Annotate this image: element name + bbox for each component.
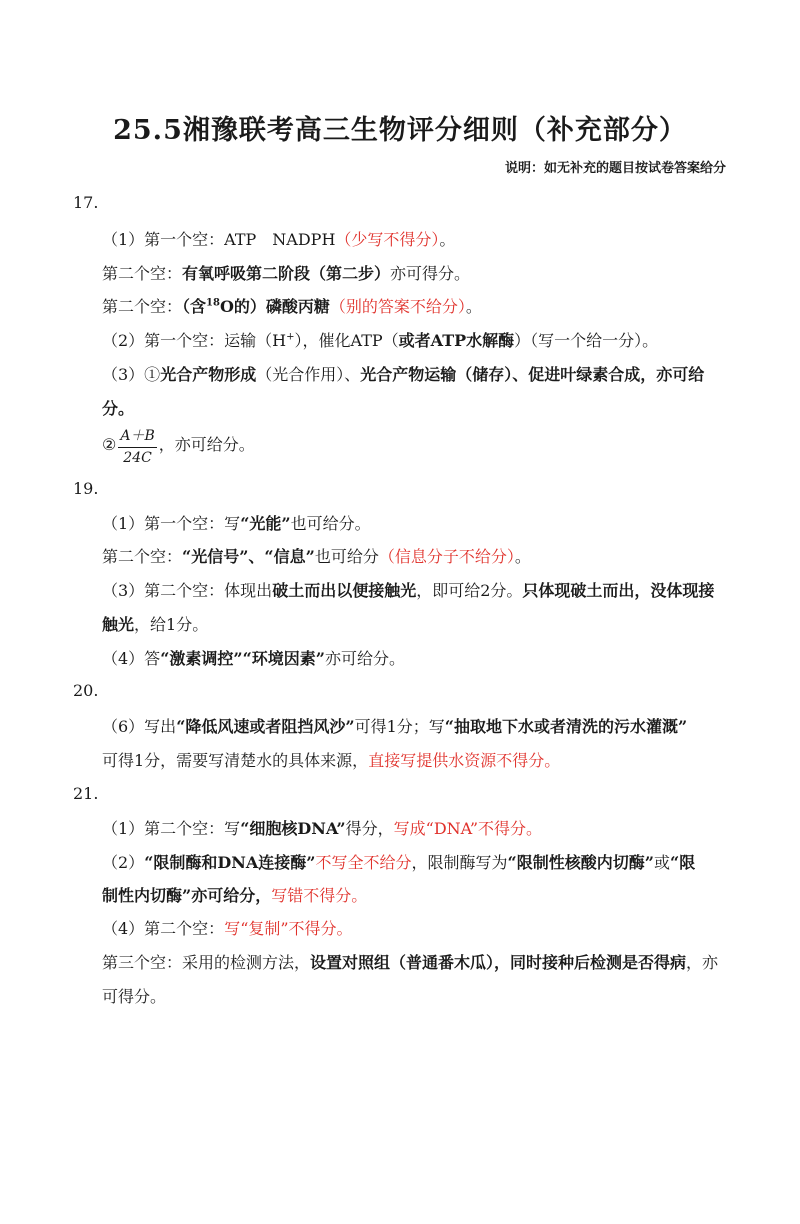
q21-line-4: （4）第二个空：写“复制”不得分。 <box>102 919 353 938</box>
q19-line-2: 第二个空：“光信号”、“信息”也可给分（信息分子不给分）。 <box>102 547 531 566</box>
q17-line-6: 分。 <box>102 399 135 418</box>
q17-line-5: （3）①光合产物形成（光合作用）、光合产物运输（储存）、促进叶绿素合成，亦可给 <box>102 365 705 384</box>
q17-line-3: 第二个空：（含$^{18}$O的）磷酸丙糖（别的答案不给分）。 <box>102 297 482 316</box>
q21-line-1: （1）第二个空：写“细胞核DNA”得分，写成“DNA”不得分。 <box>102 819 543 838</box>
q19-line-5: （4）答“激素调控”“环境因素”亦可给分。 <box>102 649 406 668</box>
q20-line-1: （6）写出“降低风速或者阻挡风沙”可得1分；写“抽取地下水或者清洗的污水灌溉” <box>102 717 688 736</box>
q19-line-3: （3）第二个空：体现出破土而出以便接触光，即可给2分。只体现破土而出，没体现接 <box>102 581 715 600</box>
question-19-number: 19. <box>73 479 99 498</box>
q17-line-1: （1）第一个空：ATP NADPH（少写不得分）。 <box>102 230 456 249</box>
page-title: 25.5湘豫联考高三生物评分细则（补充部分） <box>113 115 687 146</box>
q21-line-2: （2）“限制酶和DNA连接酶”不写全不给分，限制酶写为“限制性核酸内切酶”或“限 <box>102 853 696 872</box>
q21-line-6: 可得分。 <box>102 987 167 1006</box>
question-21-number: 21. <box>73 784 99 803</box>
fraction: $\frac{A+B}{24C}$ <box>118 425 156 466</box>
q17-line-2: 第二个空：有氧呼吸第二阶段（第二步）亦可得分。 <box>102 264 471 283</box>
scoring-note: 说明：如无补充的题目按试卷答案给分 <box>504 161 726 176</box>
q17-line-7: ② $\frac{A+B}{24C}$ ，亦可给分。 <box>102 425 255 466</box>
q21-line-3: 制性内切酶”亦可给分，写错不得分。 <box>102 886 368 905</box>
question-20-number: 20. <box>73 681 99 700</box>
q19-line-4: 触光，给1分。 <box>102 615 209 634</box>
q19-line-1: （1）第一个空：写“光能”也可给分。 <box>102 514 371 533</box>
question-17-number: 17. <box>73 193 99 212</box>
q21-line-5: 第三个空：采用的检测方法，设置对照组（普通番木瓜），同时接种后检测是否得病，亦 <box>102 953 719 972</box>
q20-line-2: 可得1分，需要写清楚水的具体来源，直接写提供水资源不得分。 <box>102 751 561 770</box>
q17-line-4: （2）第一个空：运输（H+），催化ATP（或者ATP水解酶）（写一个给一分）。 <box>102 331 659 350</box>
